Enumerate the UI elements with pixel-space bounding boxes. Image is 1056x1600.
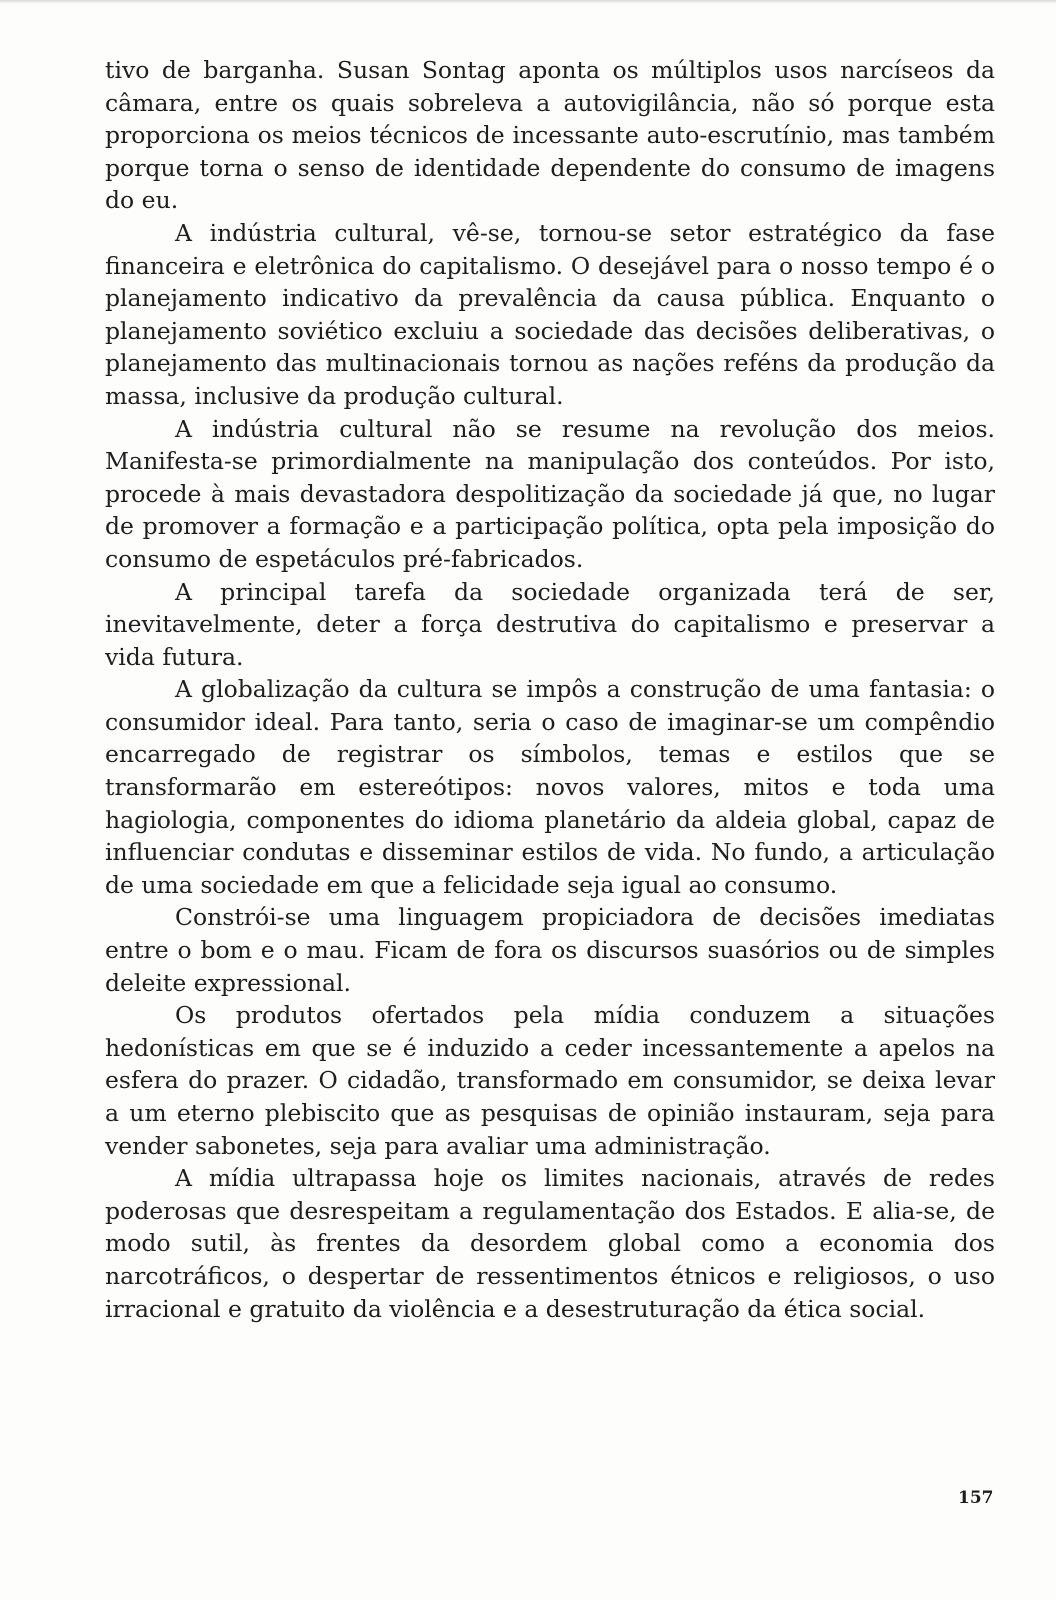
paragraph-7: Os produtos ofertados pela mídia conduzem a situações hedonísticas em que se é induzido a ceder incessantemente a apelos na esfera do prazer. O cidadão, transformado em consumidor, se deixa levar a um eterno plebiscito que as pesquisas de opinião instauram, seja para vender sabonetes, seja para avaliar uma administração. [105,1001,995,1160]
scan-edge [0,0,1056,4]
paragraph-4: A principal tarefa da sociedade organizada terá de ser, inevitavelmente, deter a força destrutiva do capitalismo e preservar a vida futura. [105,577,995,671]
body-text [105,54,995,1325]
paragraph-1: tivo de barganha. Susan Sontag aponta os múltiplos usos narcíseos da câmara, entre os quais sobreleva a autovigilância, não só porque esta proporciona os meios técnicos de incessante auto-escrutínio, mas também porque torna o senso de identidade dependente do consumo de imagens do eu. [105,56,995,215]
page-number: 157 [958,1488,994,1508]
paragraph-6: Constrói-se uma linguagem propiciadora de decisões imediatas entre o bom e o mau. Ficam de fora os discursos suasórios ou de simples deleite expressional. [105,903,995,997]
paragraph-8: A mídia ultrapassa hoje os limites nacionais, através de redes poderosas que desrespeitam a regulamentação dos Estados. E alia-se, de modo sutil, às frentes da desordem global como a economia dos narcotráficos, o despertar de ressentimentos étnicos e religiosos, o uso irracional e gratuito da violência e a desestruturação da ética social. [105,1164,995,1323]
paragraph-5: A globalização da cultura se impôs a construção de uma fantasia: o consumidor ideal. Para tanto, seria o caso de imaginar-se um compêndio encarregado de registrar os símbolos, temas e estilos que se transformarão em estereótipos: novos valores, mitos e toda uma hagiologia, componentes do idioma planetário da aldeia global, capaz de influenciar condutas e disseminar estilos de vida. No fundo, a articulação de uma sociedade em que a felicidade seja igual ao consumo. [105,675,995,899]
paragraph-3: A indústria cultural não se resume na revolução dos meios. Manifesta-se primordialmente na manipulação dos conteúdos. Por isto, procede à mais devastadora despolitização da sociedade já que, no lugar de promover a formação e a participação política, opta pela imposição do consumo de espetáculos pré-fabricados. [105,414,995,573]
paragraph-2: A indústria cultural, vê-se, tornou-se setor estratégico da fase financeira e eletrônica do capitalismo. O desejável para o nosso tempo é o planejamento indicativo da prevalência da causa pública. Enquanto o planejamento soviético excluiu a sociedade das decisões deliberativas, o planejamento das multinacionais tornou as nações reféns da produção da massa, inclusive da produção cultural. [105,218,995,410]
